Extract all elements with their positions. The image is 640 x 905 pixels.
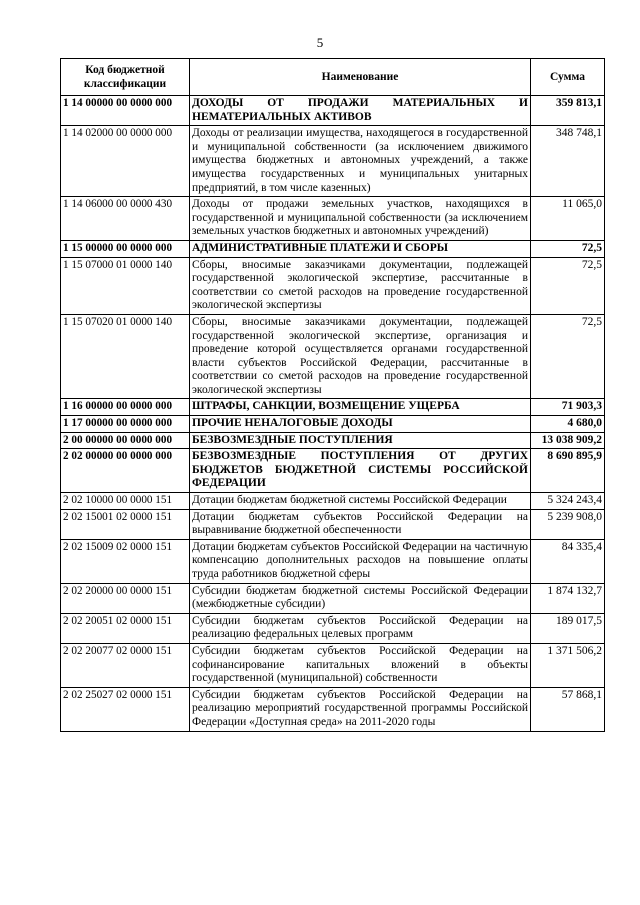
row-sum: 1 371 506,2 [531, 643, 605, 687]
row-name: БЕЗВОЗМЕЗДНЫЕ ПОСТУПЛЕНИЯ ОТ ДРУГИХ БЮДЖЕТОВ БЮДЖЕТНОЙ СИСТЕМЫ РОССИЙСКОЙ ФЕДЕРАЦИИ [190, 449, 531, 493]
row-code: 2 02 20077 02 0000 151 [61, 643, 190, 687]
page-number: 5 [316, 35, 324, 50]
row-name: ШТРАФЫ, САНКЦИИ, ВОЗМЕЩЕНИЕ УЩЕРБА [190, 399, 531, 416]
row-name: Субсидии бюджетам субъектов Российской Федерации на софинансирование капитальных вложений в объекты государственной (муниципальной) собственности [190, 643, 531, 687]
row-sum: 1 874 132,7 [531, 583, 605, 613]
table-row [61, 240, 605, 257]
row-code: 2 02 20051 02 0000 151 [61, 613, 190, 643]
header-name: Наименование [190, 59, 531, 96]
row-name: Дотации бюджетам субъектов Российской Федерации на выравнивание бюджетной обеспеченности [190, 509, 531, 539]
row-sum: 5 239 908,0 [531, 509, 605, 539]
row-code: 1 14 02000 00 0000 000 [61, 126, 190, 197]
row-code: 2 02 20000 00 0000 151 [61, 583, 190, 613]
table-row [61, 399, 605, 416]
table-row [61, 613, 605, 643]
table-row [61, 493, 605, 510]
table-row [61, 416, 605, 433]
row-sum: 72,5 [531, 240, 605, 257]
table-row [61, 509, 605, 539]
row-name: Субсидии бюджетам субъектов Российской Федерации на реализацию федеральных целевых программ [190, 613, 531, 643]
row-sum: 4 680,0 [531, 416, 605, 433]
table-row [61, 314, 605, 399]
row-name: Дотации бюджетам субъектов Российской Федерации на частичную компенсацию дополнительных расходов на повышение оплаты труда работников бюджетной сферы [190, 539, 531, 583]
row-code: 1 17 00000 00 0000 000 [61, 416, 190, 433]
table-row [61, 257, 605, 314]
table-row [61, 539, 605, 583]
row-name: Сборы, вносимые заказчиками документации, подлежащей государственной экологической экспертизе, организация и проведение которой осуществляется органами государственной власти субъектов Российской Федерации, рассчитанные в соответствии со сметой расходов на проведение государственной экологической экспертизы [190, 314, 531, 399]
row-sum: 84 335,4 [531, 539, 605, 583]
row-code: 2 00 00000 00 0000 000 [61, 432, 190, 449]
table-row [61, 687, 605, 731]
row-code: 2 02 10000 00 0000 151 [61, 493, 190, 510]
row-sum: 5 324 243,4 [531, 493, 605, 510]
table-row [61, 449, 605, 493]
row-sum: 11 065,0 [531, 197, 605, 241]
row-code: 2 02 15009 02 0000 151 [61, 539, 190, 583]
row-code: 2 02 15001 02 0000 151 [61, 509, 190, 539]
table-header-row [61, 59, 605, 96]
row-sum: 189 017,5 [531, 613, 605, 643]
row-name: ДОХОДЫ ОТ ПРОДАЖИ МАТЕРИАЛЬНЫХ И НЕМАТЕРИАЛЬНЫХ АКТИВОВ [190, 96, 531, 126]
row-name: Дотации бюджетам бюджетной системы Российской Федерации [190, 493, 531, 510]
row-code: 1 14 06000 00 0000 430 [61, 197, 190, 241]
row-code: 2 02 25027 02 0000 151 [61, 687, 190, 731]
budget-table [60, 58, 605, 732]
table-row [61, 126, 605, 197]
row-sum: 72,5 [531, 257, 605, 314]
row-sum: 348 748,1 [531, 126, 605, 197]
row-name: Субсидии бюджетам бюджетной системы Российской Федерации (межбюджетные субсидии) [190, 583, 531, 613]
table-row [61, 583, 605, 613]
row-name: ПРОЧИЕ НЕНАЛОГОВЫЕ ДОХОДЫ [190, 416, 531, 433]
table-row [61, 197, 605, 241]
row-code: 1 14 00000 00 0000 000 [61, 96, 190, 126]
row-sum: 359 813,1 [531, 96, 605, 126]
row-sum: 72,5 [531, 314, 605, 399]
row-sum: 8 690 895,9 [531, 449, 605, 493]
row-code: 1 15 07020 01 0000 140 [61, 314, 190, 399]
row-name: БЕЗВОЗМЕЗДНЫЕ ПОСТУПЛЕНИЯ [190, 432, 531, 449]
row-code: 1 16 00000 00 0000 000 [61, 399, 190, 416]
row-name: Доходы от реализации имущества, находящегося в государственной и муниципальной собственности (за исключением движимого имущества бюджетных и автономных учреждений, а также имущества государственных и муниципальных унитарных предприятий, в том числе казенных) [190, 126, 531, 197]
row-name: Доходы от продажи земельных участков, находящихся в государственной и муниципальной собственности (за исключением земельных участков бюджетных и автономных учреждений) [190, 197, 531, 241]
row-name: Сборы, вносимые заказчиками документации, подлежащей государственной экологической экспертизе, рассчитанные в соответствии со сметой расходов на проведение государственной экологической экспертизы [190, 257, 531, 314]
row-sum: 57 868,1 [531, 687, 605, 731]
row-sum: 71 903,3 [531, 399, 605, 416]
table-row [61, 432, 605, 449]
row-name: Субсидии бюджетам субъектов Российской Федерации на реализацию мероприятий государственной программы Российской Федерации «Доступная среда» на 2011-2020 годы [190, 687, 531, 731]
header-code: Код бюджетной классификации [61, 59, 190, 96]
table-row [61, 96, 605, 126]
row-sum: 13 038 909,2 [531, 432, 605, 449]
table-row [61, 643, 605, 687]
row-code: 2 02 00000 00 0000 000 [61, 449, 190, 493]
row-code: 1 15 07000 01 0000 140 [61, 257, 190, 314]
row-name: АДМИНИСТРАТИВНЫЕ ПЛАТЕЖИ И СБОРЫ [190, 240, 531, 257]
header-sum: Сумма [531, 59, 605, 96]
row-code: 1 15 00000 00 0000 000 [61, 240, 190, 257]
